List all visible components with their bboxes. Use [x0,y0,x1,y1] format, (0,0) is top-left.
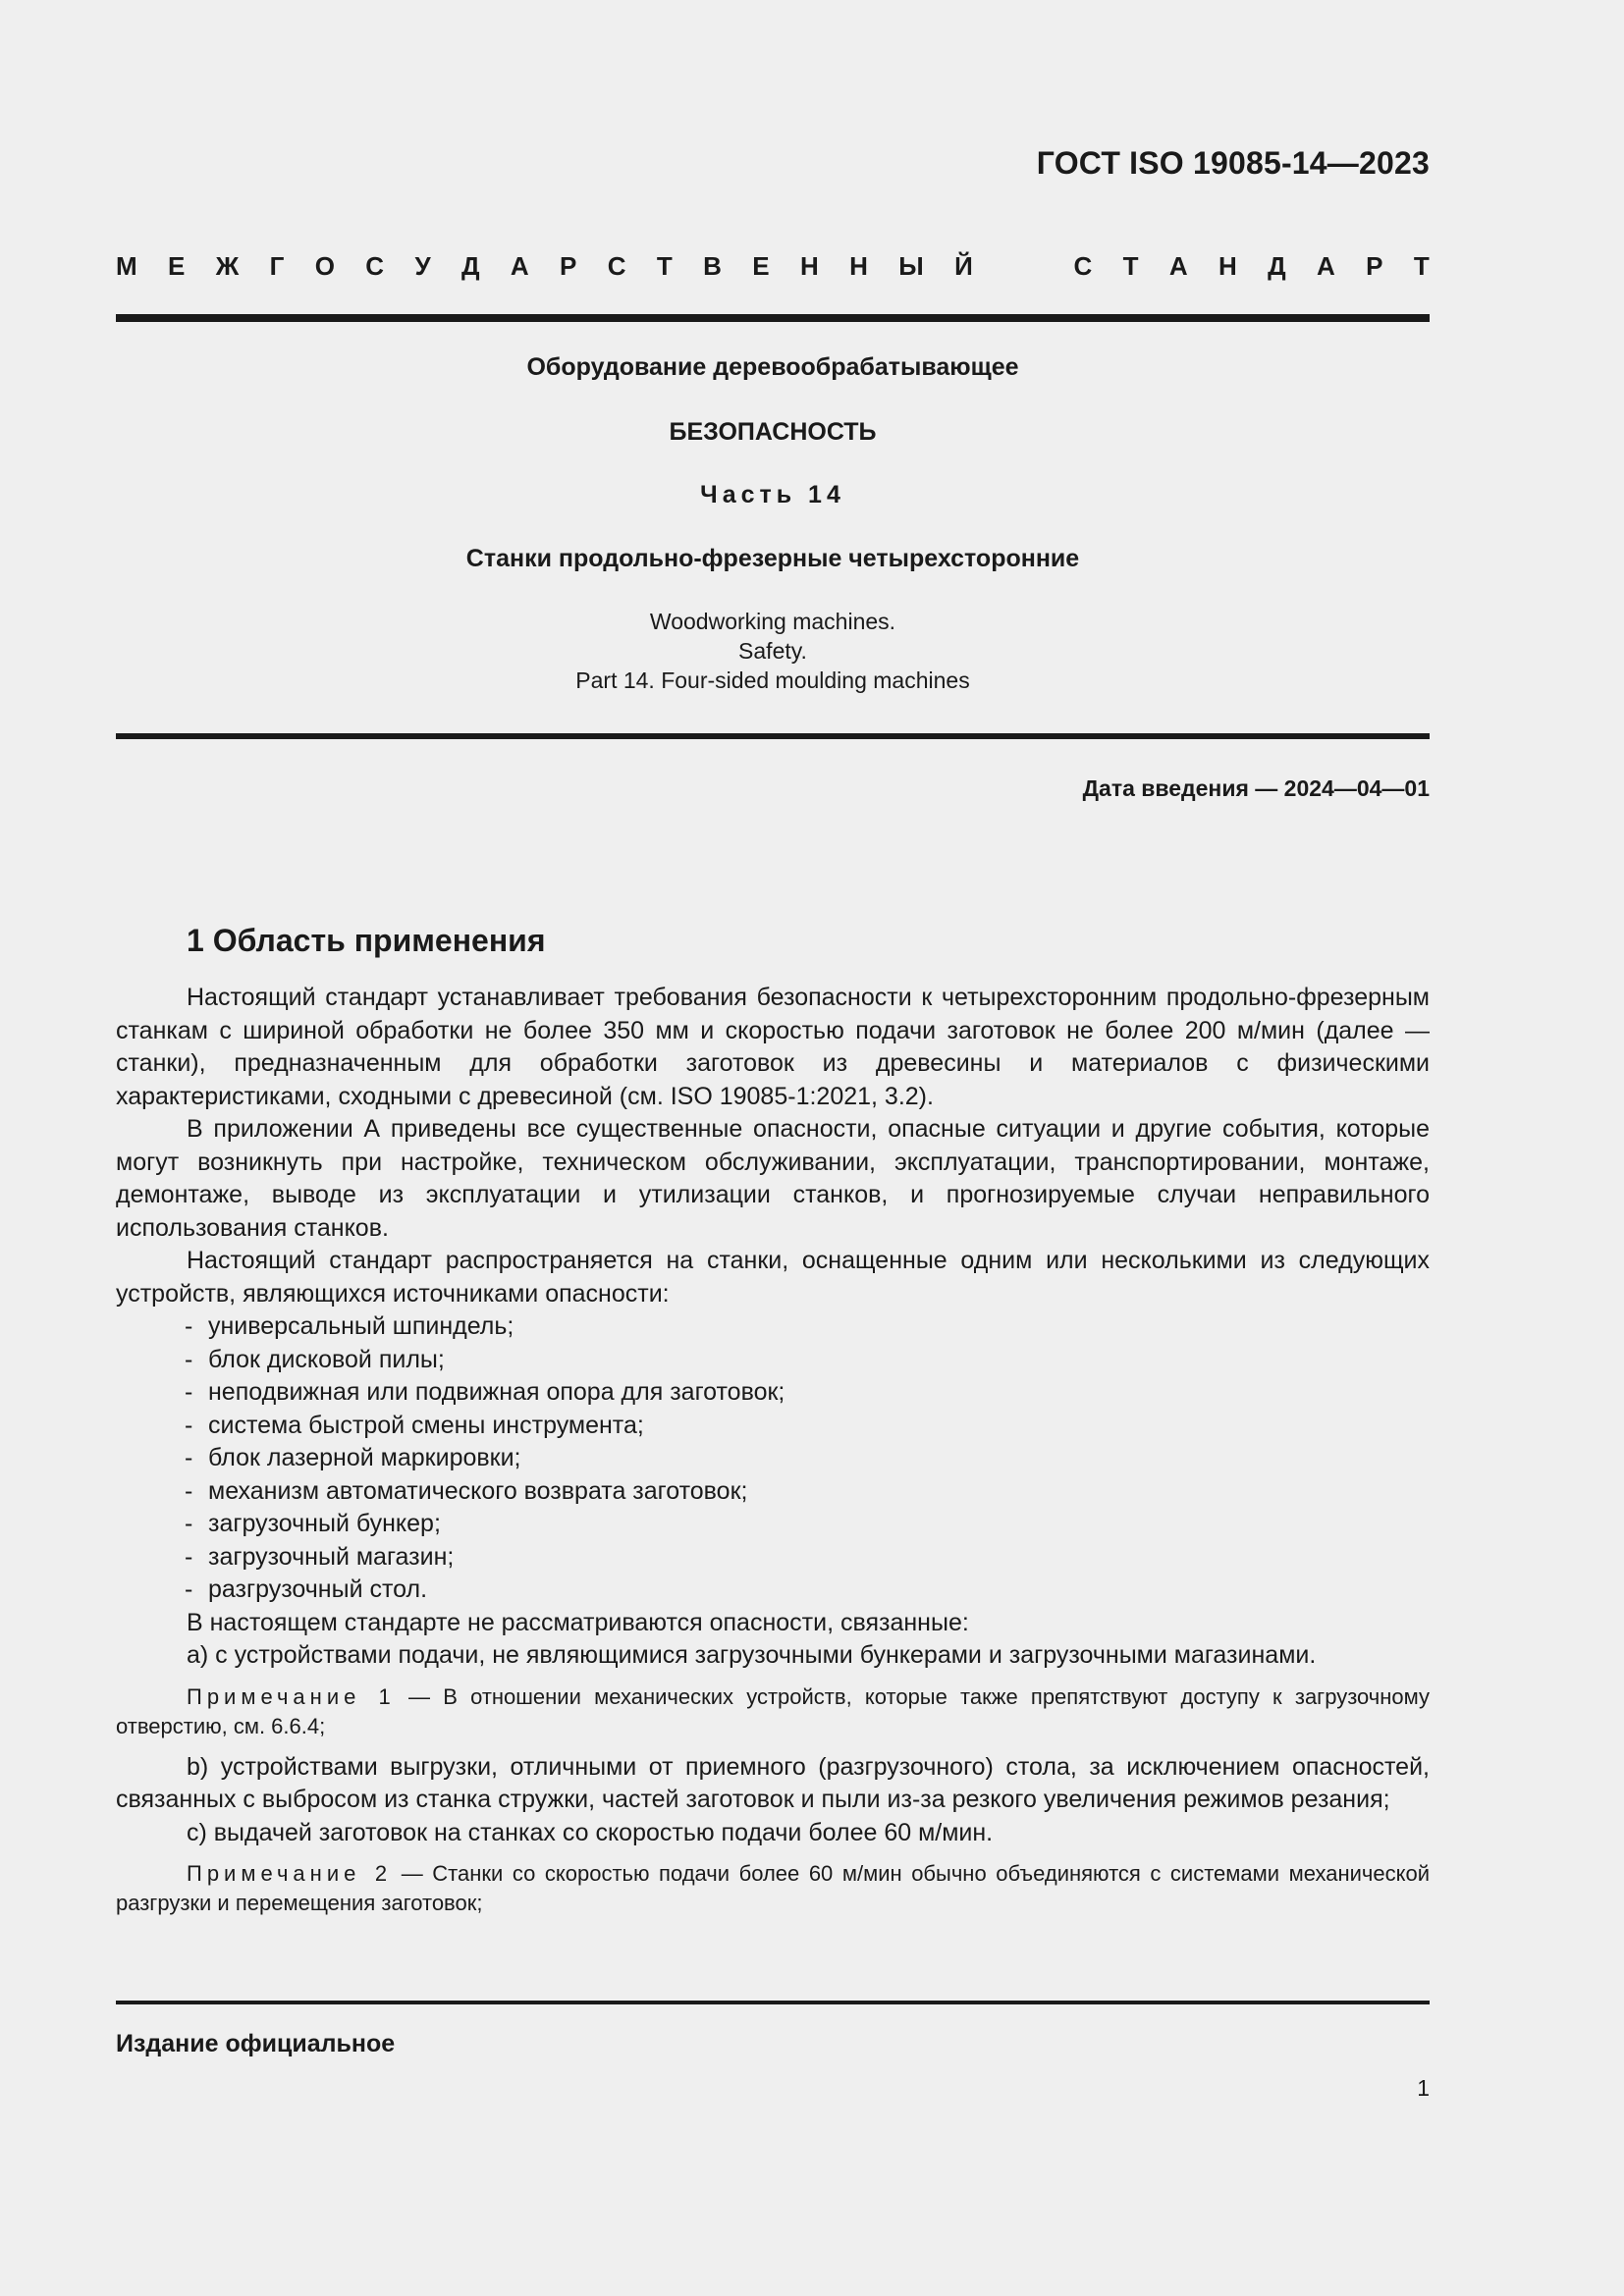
title-letter: С [607,251,626,281]
document-page [116,0,1430,2296]
section-heading: 1 Область применения [187,923,546,958]
item-a: a) с устройствами подачи, не являющимися загрузочными бункерами и загрузочными магазинами. [187,1641,1317,1669]
title-letter: М [116,251,137,281]
list-item: - универсальный шпиндель; [185,1312,514,1340]
note-1 [116,1682,1430,1741]
title-letter: Н [849,251,868,281]
standard-type-title [116,251,1430,282]
title-letter: Й [954,251,973,281]
note-2-text: — Станки со скоростью подачи более 60 м/мин обычно объединяются с системами механической разгрузки и перемещения заготовок; [116,1861,1431,1915]
title-machines: Станки продольно-фрезерные четырехсторонние [465,545,1080,572]
list-item: - неподвижная или подвижная опора для заготовок; [185,1378,785,1406]
page-number: 1 [1417,2075,1430,2101]
title-safety: БЕЗОПАСНОСТЬ [669,418,877,446]
title-letter: Т [656,251,673,281]
title-letter: А [1317,251,1335,281]
list-item: - блок дисковой пилы; [185,1345,445,1373]
section-body [116,982,1430,1928]
title-letter: Ж [215,251,240,281]
note-2-label: Примечание 2 [187,1861,393,1886]
title-letter: А [510,251,529,281]
title-letter: О [314,251,335,281]
title-letter: Ы [898,251,924,281]
item-b: b) устройствами выгрузки, отличными от приемного (разгрузочного) стола, за исключением опасностей, связанных с выбросом из станка стружки, частей заготовок и пыли из-за резкого увеличения режимов резания; [116,1752,1430,1813]
list-item: - разгрузочный стол. [185,1575,428,1603]
title-part: Часть 14 [700,481,845,508]
official-edition-label: Издание официальное [116,2030,396,2057]
item-c: c) выдачей заготовок на станках со скоростью подачи более 60 м/мин. [187,1818,994,1846]
title-letter: Д [460,251,480,281]
note-1-text: — В отношении механических устройств, которые также препятствуют доступу к загрузочному отверстию, см. 6.6.4; [116,1683,1431,1738]
paragraph-4: В настоящем стандарте не рассматриваются опасности, связанные: [187,1608,969,1636]
paragraph-1: Настоящий стандарт устанавливает требования безопасности к четырехсторонним продольно-фрезерным станкам с шириной обработки не более 350 мм и скоростью подачи заготовок не более 200 м/мин (далее — станки), предназначенным для обработки заготовок из древесины и материалов с физическими характеристиками, сходными с древесиной (см. ISO 19085-1:2021, 3.2). [116,984,1430,1110]
title-letter: С [365,251,385,281]
title-letter: Д [1268,251,1286,281]
title-letter: Е [168,251,186,281]
top-divider [116,314,1430,322]
list-item: - система быстрой смены инструмента; [185,1411,644,1439]
title-letter: Т [1122,251,1139,281]
list-item: - загрузочный магазин; [185,1542,455,1571]
word-gap [1003,251,1043,282]
title-letter: С [1073,251,1093,281]
title-letter: Т [1413,251,1430,281]
note-1-label: Примечание 1 [187,1683,396,1709]
list-item: - загрузочный бункер; [185,1510,441,1537]
title-letter: Н [1218,251,1237,281]
title-letter: В [703,251,722,281]
english-title-line1: Woodworking machines. [649,609,896,634]
note-2 [116,1859,1430,1918]
hazard-device-list [116,1310,1430,1607]
title-letter: Е [752,251,770,281]
paragraph-2: В приложении А приведены все существенные опасности, опасные ситуации и другие события, которые могут возникнуть при настройке, техническом обслуживании, эксплуатации, транспортировании, монтаже, демонтаже, выводе из эксплуатации и утилизации станков, и прогнозируемые случаи неправильного использования станков. [116,1115,1430,1242]
title-letter: А [1168,251,1188,281]
gost-code: ГОСТ ISO 19085-14—2023 [1036,145,1430,181]
title-letter: Р [560,251,577,281]
list-item: - механизм автоматического возврата заготовок; [185,1476,748,1505]
english-title-line3: Part 14. Four-sided moulding machines [575,667,970,693]
title-letter: У [414,251,431,281]
english-title-line2: Safety. [738,638,807,664]
title-letter: Н [799,251,819,281]
introduction-date: Дата введения — 2024—04—01 [1082,775,1430,801]
middle-divider [116,733,1430,739]
list-item: - блок лазерной маркировки; [185,1444,521,1471]
bottom-divider [116,2001,1430,2004]
english-title [116,607,1430,695]
title-letter: Г [269,251,285,281]
title-letter: Р [1366,251,1383,281]
title-equipment: Оборудование деревообрабатывающее [526,353,1019,381]
paragraph-3: Настоящий стандарт распространяется на станки, оснащенные одним или несколькими из следующих устройств, являющихся источниками опасности: [116,1247,1430,1308]
